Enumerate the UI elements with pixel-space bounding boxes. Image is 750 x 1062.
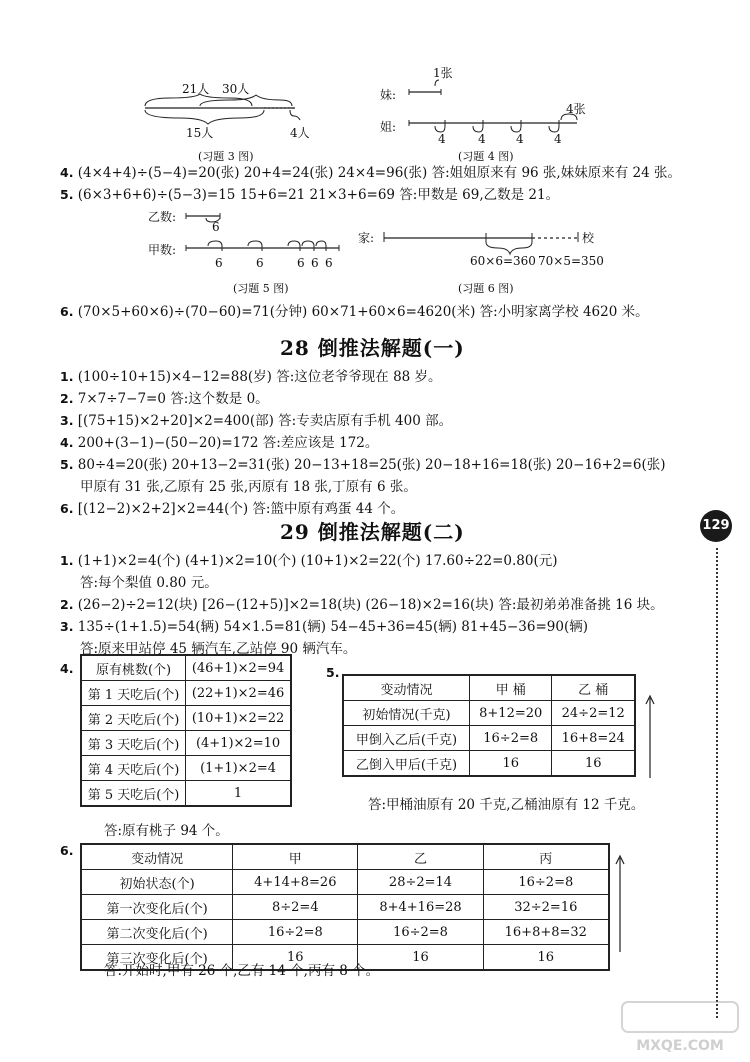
- table-cell: 16: [469, 751, 551, 777]
- table4-number: 4.: [60, 661, 74, 676]
- table-6: [80, 843, 610, 971]
- table-row: [81, 731, 291, 756]
- item-number: 4.: [60, 435, 74, 450]
- table-cell: 28÷2=14: [358, 870, 483, 895]
- fig4-label-4-a: 4: [438, 132, 446, 146]
- table-cell: 16÷2=8: [358, 920, 483, 945]
- item-number: 6.: [60, 501, 74, 516]
- table-cell: (10+1)×2=22: [186, 706, 291, 731]
- item-text: 135÷(1+1.5)=54(辆) 54×1.5=81(辆) 54−45+36=45(辆) 81+45−36=90(辆): [77, 619, 588, 635]
- table-cell: 32÷2=16: [483, 895, 609, 920]
- fig5-caption: (习题 5 图): [233, 282, 289, 295]
- table-cell: 甲倒入乙后(千克): [343, 726, 469, 751]
- fig6-label-a: 60×6=360: [470, 254, 536, 268]
- table-cell: 第 2 天吃后(个): [81, 706, 186, 731]
- item-text: 答:原来甲站停 45 辆汽车,乙站停 90 辆汽车。: [80, 641, 357, 657]
- item-text: 答:每个梨值 0.80 元。: [80, 575, 218, 591]
- table-row: [343, 751, 635, 777]
- watermark-text: MXQE.COM: [636, 1038, 724, 1054]
- fig3-caption: (习题 3 图): [198, 150, 254, 163]
- table-cell: 16+8=24: [552, 726, 635, 751]
- table-header: 变动情况: [81, 844, 233, 870]
- table-cell: 16: [358, 945, 483, 971]
- table-5: [342, 674, 636, 777]
- table5-number: 5.: [326, 665, 340, 680]
- item-number: 1.: [60, 369, 74, 384]
- table-row: [343, 675, 635, 701]
- fig5-diagram: [184, 206, 344, 266]
- item-number: 1.: [60, 553, 74, 568]
- table-cell: 第 5 天吃后(个): [81, 781, 186, 807]
- fig5-label-6-b: 6: [256, 256, 264, 270]
- answer-line-5: [60, 186, 559, 204]
- table-header: 甲: [233, 844, 358, 870]
- table-cell: (1+1)×2=4: [186, 756, 291, 781]
- s28-line-2: [60, 390, 269, 408]
- fig4-label-jie: 姐:: [380, 120, 397, 134]
- table-cell: 初始状态(个): [81, 870, 233, 895]
- fig6-label-xiao: 校: [582, 231, 595, 245]
- table-row: [343, 726, 635, 751]
- item-number: 6.: [60, 304, 74, 319]
- fig5-label-jia: 甲数:: [148, 243, 177, 257]
- table-row: [81, 655, 291, 681]
- table-cell: (4+1)×2=10: [186, 731, 291, 756]
- item-number: 2.: [60, 391, 74, 406]
- table-cell: (46+1)×2=94: [186, 655, 291, 681]
- table-row: [81, 706, 291, 731]
- table5-answer: 答:甲桶油原有 20 千克,乙桶油原有 12 千克。: [368, 797, 645, 813]
- item-text: (26−2)÷2=12(块) [26−(12+5)]×2=18(块) (26−18)×2=16(块) 答:最初弟弟准备挑 16 块。: [77, 597, 664, 613]
- table-cell: 原有桃数(个): [81, 655, 186, 681]
- watermark-logo: [620, 1000, 740, 1055]
- fig6-label-b: 70×5=350: [538, 254, 604, 268]
- table-row: [81, 920, 609, 945]
- table-cell: 第一次变化后(个): [81, 895, 233, 920]
- table-cell: 第 3 天吃后(个): [81, 731, 186, 756]
- fig4-label-4zhang: 4张: [566, 102, 586, 116]
- item-number: 3.: [60, 619, 74, 634]
- fig4-label-4-b: 4: [478, 132, 486, 146]
- fig3-label-4: 4人: [290, 126, 310, 140]
- fig4-label-mei: 妹:: [380, 88, 397, 102]
- s28-line-5: [60, 456, 665, 474]
- fig5-label-yi: 乙数:: [148, 210, 177, 224]
- table-header: 乙: [358, 844, 483, 870]
- table5-up-arrow: [644, 694, 656, 780]
- section-29-title: 29 倒推法解题(二): [280, 520, 465, 544]
- table-cell: 8÷2=4: [233, 895, 358, 920]
- fig5-label-6-e: 6: [325, 256, 333, 270]
- answer-line-4: [60, 164, 681, 182]
- table-cell: 8+4+16=28: [358, 895, 483, 920]
- item-number: 4.: [60, 165, 74, 180]
- table-cell: 8+12=20: [469, 701, 551, 726]
- table6-up-arrow: [614, 854, 626, 954]
- table-row: [81, 756, 291, 781]
- table-cell: 1: [186, 781, 291, 807]
- fig3-label-15: 15人: [186, 126, 214, 140]
- page-number-badge: 129: [700, 510, 732, 542]
- item-text: [(12−2)×2+2]×2=44(个) 答:篮中原有鸡蛋 44 个。: [77, 501, 405, 517]
- table-4: [80, 654, 292, 807]
- section-28-title: 28 倒推法解题(一): [280, 336, 465, 360]
- table-header: 乙 桶: [552, 675, 635, 701]
- table-cell: 16÷2=8: [233, 920, 358, 945]
- table-cell: 初始情况(千克): [343, 701, 469, 726]
- item-number: 5.: [60, 187, 74, 202]
- table4-answer: 答:原有桃子 94 个。: [104, 823, 229, 839]
- table-row: [81, 844, 609, 870]
- fig4-label-1zhang: 1张: [433, 66, 453, 80]
- table6-number: 6.: [60, 843, 74, 858]
- item-text: 200+(3−1)−(50−20)=172 答:差应该是 172。: [77, 435, 379, 451]
- item-text: (6×3+6+6)÷(5−3)=15 15+6=21 21×3+6=69 答:甲数是 69,乙数是 21。: [77, 187, 560, 203]
- table-cell: 16: [483, 945, 609, 971]
- table-header: 变动情况: [343, 675, 469, 701]
- item-number: 3.: [60, 413, 74, 428]
- s28-line-1: [60, 368, 442, 386]
- table-cell: 16: [552, 751, 635, 777]
- table-cell: 第三次变化后(个): [81, 945, 233, 971]
- table-cell: 第 1 天吃后(个): [81, 681, 186, 706]
- item-text: 80÷4=20(张) 20+13−2=31(张) 20−13+18=25(张) 20−18+16=18(张) 20−16+2=6(张): [77, 457, 666, 473]
- fig3-label-30: 30人: [222, 82, 250, 96]
- s28-line-3: [60, 412, 452, 430]
- fig3-label-21: 21人: [182, 82, 210, 96]
- s29-line-3: [60, 618, 588, 636]
- item-text: (70×5+60×6)÷(70−60)=71(分钟) 60×71+60×6=4620(米) 答:小明家离学校 4620 米。: [77, 304, 649, 320]
- table-cell: (22+1)×2=46: [186, 681, 291, 706]
- answer-line-6: [60, 303, 649, 321]
- item-number: 2.: [60, 597, 74, 612]
- item-text: (1+1)×2=4(个) (4+1)×2=10(个) (10+1)×2=22(个) 17.60÷22=0.80(元): [77, 553, 558, 569]
- table6-answer: 答:开始时,甲有 26 个,乙有 14 个,丙有 8 个。: [104, 963, 380, 979]
- table-cell: 第二次变化后(个): [81, 920, 233, 945]
- table-cell: 24÷2=12: [552, 701, 635, 726]
- s29-line-2: [60, 596, 664, 614]
- table-row: [343, 701, 635, 726]
- item-number: 5.: [60, 457, 74, 472]
- table-row: [81, 895, 609, 920]
- fig5-label-6-c: 6: [297, 256, 305, 270]
- table-cell: 16+8+8=32: [483, 920, 609, 945]
- table-header: 丙: [483, 844, 609, 870]
- item-text: 7×7÷7−7=0 答:这个数是 0。: [77, 391, 269, 407]
- item-text: [(75+15)×2+20]×2=400(部) 答:专卖店原有手机 400 部。: [77, 413, 453, 429]
- table-row: [81, 681, 291, 706]
- table-cell: 16: [233, 945, 358, 971]
- fig5-label-6-yi: 6: [212, 220, 220, 234]
- table-cell: 16÷2=8: [469, 726, 551, 751]
- table-header: 甲 桶: [469, 675, 551, 701]
- table-row: [81, 870, 609, 895]
- table-cell: 16÷2=8: [483, 870, 609, 895]
- fig4-label-4-c: 4: [516, 132, 524, 146]
- table-cell: 4+14+8=26: [233, 870, 358, 895]
- fig6-caption: (习题 6 图): [458, 282, 514, 295]
- item-text: (4×4+4)÷(5−4)=20(张) 20+4=24(张) 24×4=96(张) 答:姐姐原来有 96 张,妹妹原来有 24 张。: [77, 165, 681, 181]
- s28-line-5-cont: [80, 478, 417, 496]
- fig4-caption: (习题 4 图): [458, 150, 514, 163]
- s29-line-1: [60, 552, 558, 570]
- s29-line-1-cont: [80, 574, 218, 592]
- item-text: 甲原有 31 张,乙原有 25 张,丙原有 18 张,丁原有 6 张。: [80, 479, 417, 495]
- s28-line-4: [60, 434, 378, 452]
- fig5-label-6-d: 6: [311, 256, 319, 270]
- table-row: [81, 781, 291, 807]
- table-cell: 乙倒入甲后(千克): [343, 751, 469, 777]
- fig6-label-jia: 家:: [358, 231, 375, 245]
- margin-dotted-line: [716, 548, 720, 1018]
- fig4-label-4-d: 4: [554, 132, 562, 146]
- fig5-label-6-a: 6: [215, 256, 223, 270]
- table-cell: 第 4 天吃后(个): [81, 756, 186, 781]
- fig4-diagram: [405, 76, 595, 146]
- item-text: (100÷10+15)×4−12=88(岁) 答:这位老爷爷现在 88 岁。: [77, 369, 442, 385]
